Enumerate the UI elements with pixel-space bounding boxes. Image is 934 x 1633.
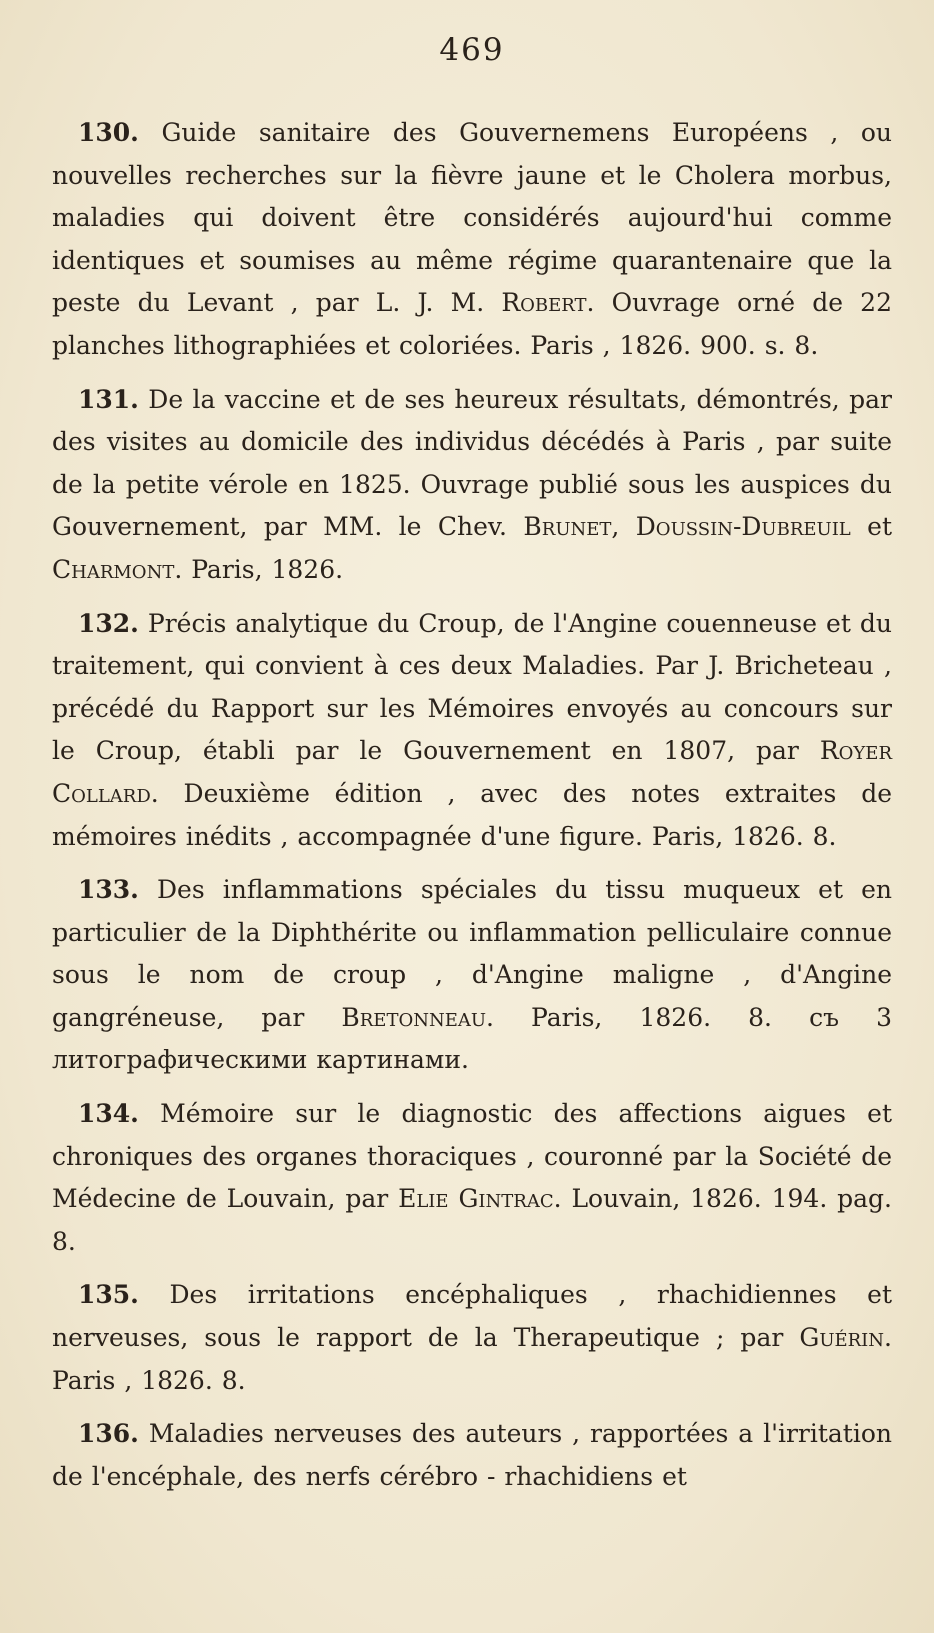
entry-text: . Paris , 1826. 8. [52,1323,892,1395]
author-name: Bretonneau [341,1002,487,1032]
author-name: Robert [501,288,587,318]
entry-text: . Deuxième édition , avec des notes extraites de mémoires inédits , accompagnée d'une figure. Paris, 1826. 8. [52,778,892,851]
bibliography-entry [52,1093,892,1263]
entry-text: Guide sanitaire des Gouvernemens Européens , ou nouvelles recherches sur la fièvre jaune et le Cholera morbus, maladies qui doivent être considérés aujourd'hui comme identiques et soumises au même régime quarantenaire que la peste du Levant , par L. J. M. [52,118,892,318]
entry-text: Précis analytique du Croup, de l'Angine couenneuse et du traitement, qui convient à ces deux Maladies. Par J. Bricheteau , précédé du Rapport sur les Mémoires envoyés au concours sur le Croup, établi par le Gouvernement en 1807, par [52,608,892,766]
author-name: Guérin [799,1323,885,1353]
bibliography-list [52,112,892,1498]
entry-text: Des inflammations spéciales du tissu muqueux et en particulier de la Diphthérite ou inflammation pelliculaire connue sous le nom de croup , d'Angine maligne , d'Angine gangréneuse, par [52,875,892,1032]
bibliography-entry [52,379,892,592]
entry-number: 130. [78,118,139,147]
entry-text: . Paris, 1826. 8. съ 3 литографическими картинами. [52,1002,892,1075]
bibliography-entry [52,603,892,859]
entry-text: . Paris, 1826. [174,554,344,584]
author-name: Royer Collard [52,736,892,808]
author-name: Elie Gintrac [398,1184,554,1214]
entry-number: 135. [78,1280,139,1310]
entry-text: . Louvain, 1826. 194. pag. 8. [52,1184,893,1256]
bibliography-entry [52,1413,892,1498]
entry-text: . Ouvrage orné de 22 planches lithographiées et coloriées. Paris , 1826. 900. s. 8. [52,288,892,360]
entry-text: Des irritations encéphaliques , rhachidiennes et nerveuses, sous le rapport de la Therapeutique ; par [52,1280,893,1353]
author-name: Brunet [523,512,612,542]
entry-number: 131. [78,384,139,414]
author-name: Doussin-Dubreuil [635,512,851,542]
entry-text: De la vaccine et de ses heureux résultats, démontrés, par des visites au domicile des individus décédés à Paris , par suite de la petite vérole en 1825. Ouvrage publié sous les auspices du Gouvernement, par MM. le Chev. [52,384,892,542]
entry-text: , [611,512,636,542]
page-number: 469 [439,32,505,68]
entry-number: 136. [78,1419,139,1449]
entry-text: Mémoire sur le diagnostic des affections aigues et chroniques des organes thoraciques , couronné par la Société de Médecine de Louvain, par [52,1099,892,1214]
entry-number: 133. [78,875,139,905]
author-name: Charmont [52,554,175,584]
bibliography-entry [52,869,892,1082]
entry-number: 132. [78,608,139,638]
entry-text: et [850,512,893,542]
entry-number: 134. [78,1099,139,1129]
entry-text: Maladies nerveuses des auteurs , rapportées a l'irritation de l'encéphale, des nerfs cérébro - rhachidiens et [52,1419,892,1491]
bibliography-entry [52,112,892,368]
bibliography-entry [52,1274,892,1402]
